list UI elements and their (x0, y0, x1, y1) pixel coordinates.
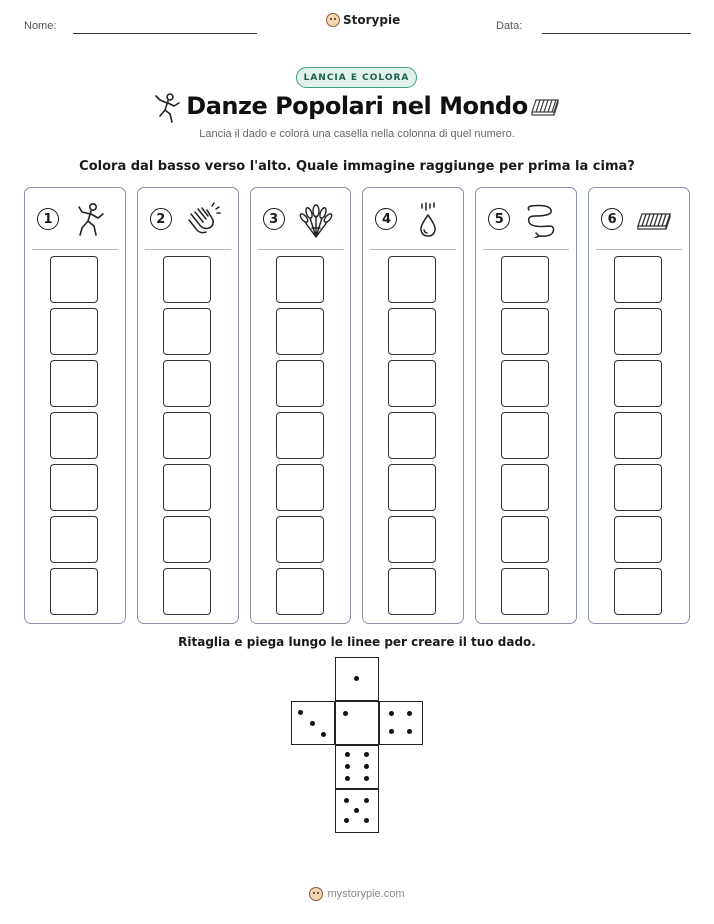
box-stack (50, 256, 98, 615)
die-pip (364, 798, 369, 803)
color-box[interactable] (388, 568, 436, 615)
column-header (32, 188, 118, 250)
color-box[interactable] (614, 464, 662, 511)
color-box[interactable] (163, 256, 211, 303)
die-net (290, 657, 424, 835)
color-box[interactable] (276, 256, 324, 303)
column-4 (362, 187, 464, 624)
color-box[interactable] (163, 516, 211, 563)
color-box[interactable] (388, 360, 436, 407)
column-header (258, 188, 344, 250)
wheat-bundle-icon (296, 202, 336, 238)
column-header (145, 188, 231, 250)
die-pip (354, 808, 359, 813)
wooden-floor-icon (530, 98, 560, 116)
box-stack (501, 256, 549, 615)
color-box[interactable] (50, 308, 98, 355)
name-label: Nome: (24, 20, 57, 32)
die-pip (344, 798, 349, 803)
die-face-1 (335, 701, 379, 745)
color-box[interactable] (276, 464, 324, 511)
color-box[interactable] (50, 360, 98, 407)
color-box[interactable] (276, 568, 324, 615)
color-box[interactable] (501, 516, 549, 563)
color-box[interactable] (276, 412, 324, 459)
logo-text: Storypie (343, 13, 401, 27)
column-number: 3 (263, 208, 285, 230)
color-box[interactable] (614, 516, 662, 563)
subtitle: Lancia il dado e colora una casella nella colonna di quel numero. (199, 128, 515, 140)
column-number: 2 (150, 208, 172, 230)
die-face-4 (379, 701, 423, 745)
color-box[interactable] (501, 412, 549, 459)
die-pip (343, 711, 348, 716)
die-face-3 (291, 701, 335, 745)
column-header (483, 188, 569, 250)
color-box[interactable] (388, 412, 436, 459)
color-box[interactable] (614, 412, 662, 459)
die-face-1 (335, 657, 379, 701)
die-pip (345, 764, 350, 769)
color-box[interactable] (501, 568, 549, 615)
color-box[interactable] (163, 412, 211, 459)
dice-race-columns (24, 187, 690, 624)
color-box[interactable] (50, 516, 98, 563)
color-box[interactable] (614, 568, 662, 615)
die-pip (298, 710, 303, 715)
cut-instruction: Ritaglia e piega lungo le linee per creare il tuo dado. (178, 635, 536, 649)
column-1 (24, 187, 126, 624)
column-6 (588, 187, 690, 624)
die-pip (364, 752, 369, 757)
ribbon-icon (521, 202, 561, 238)
name-line (73, 33, 257, 34)
color-box[interactable] (614, 308, 662, 355)
color-box[interactable] (50, 464, 98, 511)
color-box[interactable] (276, 308, 324, 355)
color-box[interactable] (163, 360, 211, 407)
color-box[interactable] (276, 516, 324, 563)
dancer-icon (70, 202, 110, 238)
die-pip (364, 776, 369, 781)
storypie-logo (326, 13, 400, 27)
column-header (370, 188, 456, 250)
die-pip (345, 776, 350, 781)
clapping-hands-icon (183, 202, 223, 238)
color-box[interactable] (163, 464, 211, 511)
column-2 (137, 187, 239, 624)
box-stack (614, 256, 662, 615)
die-pip (354, 676, 359, 681)
color-box[interactable] (50, 568, 98, 615)
die-pip (345, 752, 350, 757)
color-box[interactable] (614, 256, 662, 303)
activity-tag: LANCIA E COLORA (296, 67, 417, 88)
color-box[interactable] (501, 360, 549, 407)
die-pip (310, 721, 315, 726)
color-box[interactable] (388, 256, 436, 303)
column-number: 6 (601, 208, 623, 230)
date-line (542, 33, 691, 34)
column-number: 1 (37, 208, 59, 230)
die-face-6 (335, 745, 379, 789)
box-stack (163, 256, 211, 615)
footer-url[interactable]: mystorypie.com (327, 888, 405, 900)
color-box[interactable] (50, 256, 98, 303)
column-number: 5 (488, 208, 510, 230)
bear-icon (326, 13, 340, 27)
color-box[interactable] (163, 308, 211, 355)
color-box[interactable] (501, 308, 549, 355)
column-3 (250, 187, 352, 624)
water-drop-icon (408, 202, 448, 238)
die-pip (389, 729, 394, 734)
die-pip (321, 732, 326, 737)
color-box[interactable] (388, 308, 436, 355)
die-pip (407, 729, 412, 734)
title-row (0, 92, 714, 126)
color-box[interactable] (501, 256, 549, 303)
color-box[interactable] (614, 360, 662, 407)
color-box[interactable] (50, 412, 98, 459)
instruction-text: Colora dal basso verso l'alto. Quale immagine raggiunge per prima la cima? (79, 159, 635, 174)
bear-icon (309, 887, 323, 901)
color-box[interactable] (276, 360, 324, 407)
die-face-5 (335, 789, 379, 833)
page-title: Danze Popolari nel Mondo (186, 92, 528, 120)
box-stack (276, 256, 324, 615)
color-box[interactable] (388, 464, 436, 511)
die-pip (364, 818, 369, 823)
box-stack (388, 256, 436, 615)
die-pip (389, 711, 394, 716)
die-pip (344, 818, 349, 823)
color-box[interactable] (163, 568, 211, 615)
color-box[interactable] (501, 464, 549, 511)
die-pip (407, 711, 412, 716)
column-5 (475, 187, 577, 624)
date-label: Data: (496, 20, 523, 32)
color-box[interactable] (388, 516, 436, 563)
die-pip (364, 764, 369, 769)
wooden-floor-icon (634, 202, 674, 238)
column-number: 4 (375, 208, 397, 230)
footer (0, 887, 714, 901)
column-header (596, 188, 682, 250)
